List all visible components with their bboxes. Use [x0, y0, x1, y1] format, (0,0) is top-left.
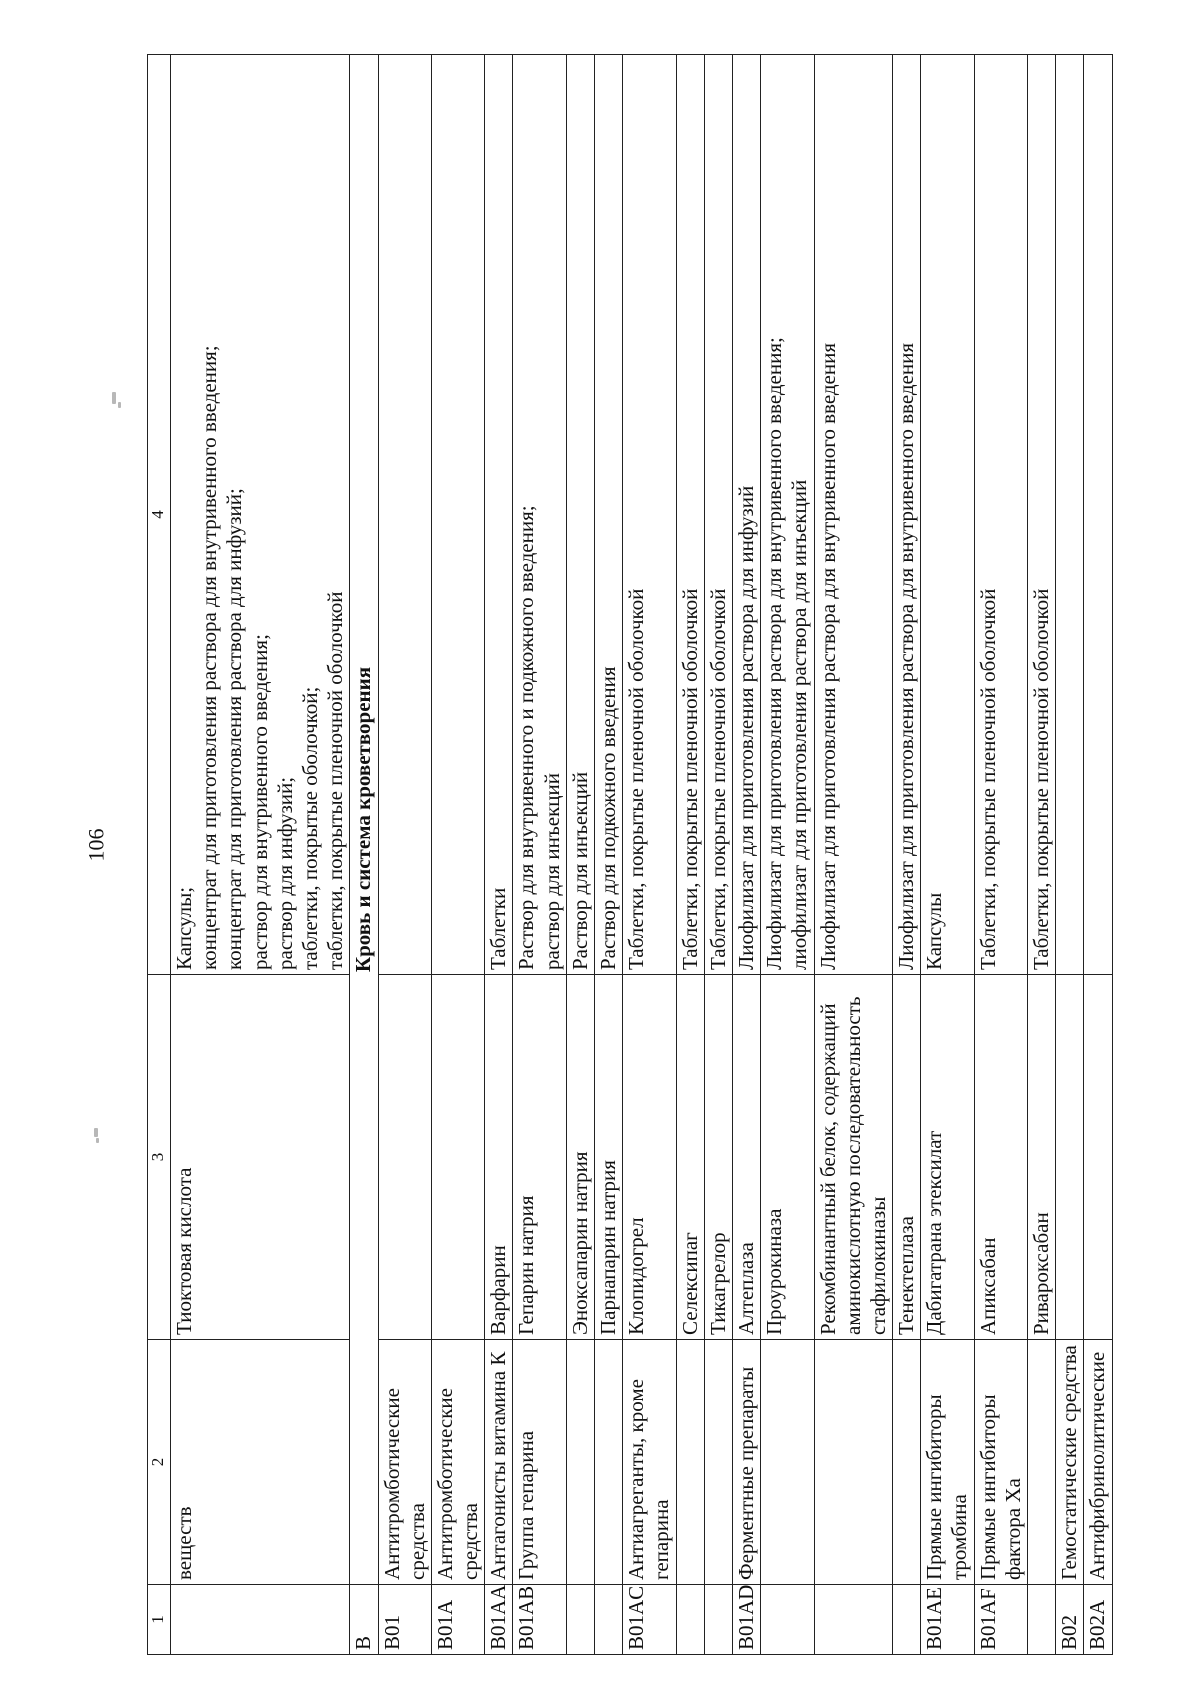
code-cell: B01A [431, 1585, 484, 1655]
forms-cell [1084, 55, 1112, 975]
group-cell: Антитромботические средства [378, 1340, 431, 1585]
drug-cell: Эноксапарин натрия [566, 975, 594, 1340]
group-cell [595, 1340, 623, 1585]
table-row [761, 55, 814, 1655]
dosage-form: Таблетки, покрытые пленочной оболочкой [705, 588, 730, 970]
dosage-form: таблетки, покрытые оболочкой; [297, 686, 322, 970]
dosage-form: Капсулы; [172, 886, 196, 970]
drug-cell: Апиксабан [974, 975, 1027, 1340]
dosage-form: Лиофилизат для приготовления раствора для внутривенного введения [815, 342, 840, 970]
code-cell [171, 1585, 350, 1655]
table-row [431, 55, 484, 1655]
table-row [732, 55, 760, 1655]
dosage-form: таблетки, покрытые пленочной оболочкой [323, 591, 348, 970]
table-row [1084, 55, 1112, 1655]
dosage-form: Раствор для подкожного введения [596, 666, 620, 970]
table-row [1056, 55, 1084, 1655]
forms-cell [513, 55, 566, 975]
group-cell [704, 1340, 732, 1585]
dosage-form: Лиофилизат для приготовления раствора для внутривенного введения; [762, 337, 787, 970]
column-number: 3 [148, 975, 171, 1340]
group-cell [761, 1340, 814, 1585]
drug-cell: Проурокиназа [761, 975, 814, 1340]
code-cell: B01AC [623, 1585, 676, 1655]
drug-cell: Селексипаг [676, 975, 704, 1340]
group-cell: Антифибринолитические [1084, 1340, 1112, 1585]
code-cell [761, 1585, 814, 1655]
column-number: 1 [148, 1585, 171, 1655]
dosage-form: Таблетки [486, 887, 511, 970]
drug-cell: Рекомбинантный белок, содержащий аминокислотную последовательность стафилокиназы [814, 975, 893, 1340]
forms-cell [676, 55, 704, 975]
dosage-form: Таблетки, покрытые пленочной оболочкой [975, 588, 1000, 970]
forms-cell [704, 55, 732, 975]
code-cell: B01AB [513, 1585, 566, 1655]
code-cell: B01 [378, 1585, 431, 1655]
drug-cell: Алтеплаза [732, 975, 760, 1340]
scan-speck [94, 1128, 98, 1137]
scan-speck [96, 1138, 99, 1143]
dosage-form: концентрат для приготовления раствора для инфузий; [222, 488, 247, 970]
code-cell: B02 [1056, 1585, 1084, 1655]
drug-cell: Клопидогрел [623, 975, 676, 1340]
dosage-form: Капсулы [922, 892, 947, 970]
drug-cell: Дабигатрана этексилат [921, 975, 974, 1340]
drug-cell: Тикагрелор [704, 975, 732, 1340]
drug-cell [1056, 975, 1084, 1340]
forms-cell [623, 55, 676, 975]
dosage-form: Раствор для инъекций [567, 771, 592, 970]
table-row [974, 55, 1027, 1655]
forms-cell [974, 55, 1027, 975]
table-row [704, 55, 732, 1655]
table-row [171, 55, 350, 1655]
rotated-page [147, 55, 1187, 1655]
drug-cell: Тенектеплаза [893, 975, 921, 1340]
scan-speck [118, 402, 121, 408]
table-row [513, 55, 566, 1655]
page-number: 106 [83, 828, 109, 862]
forms-cell [485, 55, 513, 975]
dosage-form: раствор для инъекций [539, 773, 564, 970]
group-cell [566, 1340, 594, 1585]
group-cell: веществ [171, 1340, 350, 1585]
drug-cell: Парнапарин натрия [595, 975, 623, 1340]
dosage-form: Таблетки, покрытые пленочной оболочкой [1029, 588, 1053, 970]
code-cell [566, 1585, 594, 1655]
group-cell: Прямые ингибиторы тромбина [921, 1340, 974, 1585]
group-cell [1028, 1340, 1056, 1585]
table-row [485, 55, 513, 1655]
table-row [893, 55, 921, 1655]
dosage-form: раствор для внутривенного введения; [247, 634, 272, 970]
forms-cell [1056, 55, 1084, 975]
code-cell: B01AE [921, 1585, 974, 1655]
table-row [1028, 55, 1056, 1655]
table-row [921, 55, 974, 1655]
dosage-form: концентрат для приготовления раствора для внутривенного введения; [197, 345, 222, 970]
column-number: 2 [148, 1340, 171, 1585]
forms-cell [1028, 55, 1056, 975]
drug-cell: Ривароксабан [1028, 975, 1056, 1340]
forms-cell [595, 55, 623, 975]
forms-cell [893, 55, 921, 975]
code-cell [1028, 1585, 1056, 1655]
table-row [378, 55, 431, 1655]
column-number: 4 [148, 55, 171, 975]
table-row [676, 55, 704, 1655]
forms-cell [378, 55, 431, 975]
forms-cell [732, 55, 760, 975]
dosage-form: Лиофилизат для приготовления раствора для инфузий [733, 485, 758, 970]
group-cell [893, 1340, 921, 1585]
code-cell: B [350, 1585, 378, 1655]
group-cell: Группа гепарина [513, 1340, 566, 1585]
code-cell: B01AF [974, 1585, 1027, 1655]
drug-cell: Гепарин натрия [513, 975, 566, 1340]
dosage-form: Раствор для внутривенного и подкожного введения; [514, 505, 539, 970]
code-cell [893, 1585, 921, 1655]
dosage-form: раствор для инфузий; [272, 776, 297, 970]
forms-cell [761, 55, 814, 975]
section-row [350, 55, 378, 1655]
dosage-form: лиофилизат для приготовления раствора для инъекций [787, 479, 812, 970]
group-cell [814, 1340, 893, 1585]
table-row [623, 55, 676, 1655]
drug-cell: Варфарин [485, 975, 513, 1340]
code-cell [676, 1585, 704, 1655]
group-cell: Ферментные препараты [732, 1340, 760, 1585]
forms-cell [431, 55, 484, 975]
group-cell [676, 1340, 704, 1585]
dosage-form: Таблетки, покрытые пленочной оболочкой [677, 588, 702, 970]
table-row [814, 55, 893, 1655]
forms-cell [171, 55, 350, 975]
column-number-row [148, 55, 171, 1655]
drug-cell [431, 975, 484, 1340]
dosage-form: Лиофилизат для приготовления раствора для внутривенного введения [894, 342, 919, 970]
forms-cell [921, 55, 974, 975]
drug-cell [1084, 975, 1112, 1340]
code-cell [595, 1585, 623, 1655]
code-cell: B02A [1084, 1585, 1112, 1655]
group-cell: Антитромботические средства [431, 1340, 484, 1585]
group-cell: Гемостатические средства [1056, 1340, 1084, 1585]
table-row [595, 55, 623, 1655]
dosage-form: Таблетки, покрытые пленочной оболочкой [624, 588, 649, 970]
code-cell [814, 1585, 893, 1655]
group-cell: Антиагреганты, кроме гепарина [623, 1340, 676, 1585]
drug-cell [378, 975, 431, 1340]
group-cell: Прямые ингибиторы фактора Ха [974, 1340, 1027, 1585]
group-cell: Антагонисты витамина К [485, 1340, 513, 1585]
forms-cell [814, 55, 893, 975]
drug-table [147, 54, 1113, 1655]
section-title: Кровь и система кроветворения [350, 55, 378, 1585]
forms-cell [566, 55, 594, 975]
table-row [566, 55, 594, 1655]
code-cell [704, 1585, 732, 1655]
code-cell: B01AD [732, 1585, 760, 1655]
drug-cell: Тиоктовая кислота [171, 975, 350, 1340]
scan-speck [112, 392, 116, 404]
code-cell: B01AA [485, 1585, 513, 1655]
